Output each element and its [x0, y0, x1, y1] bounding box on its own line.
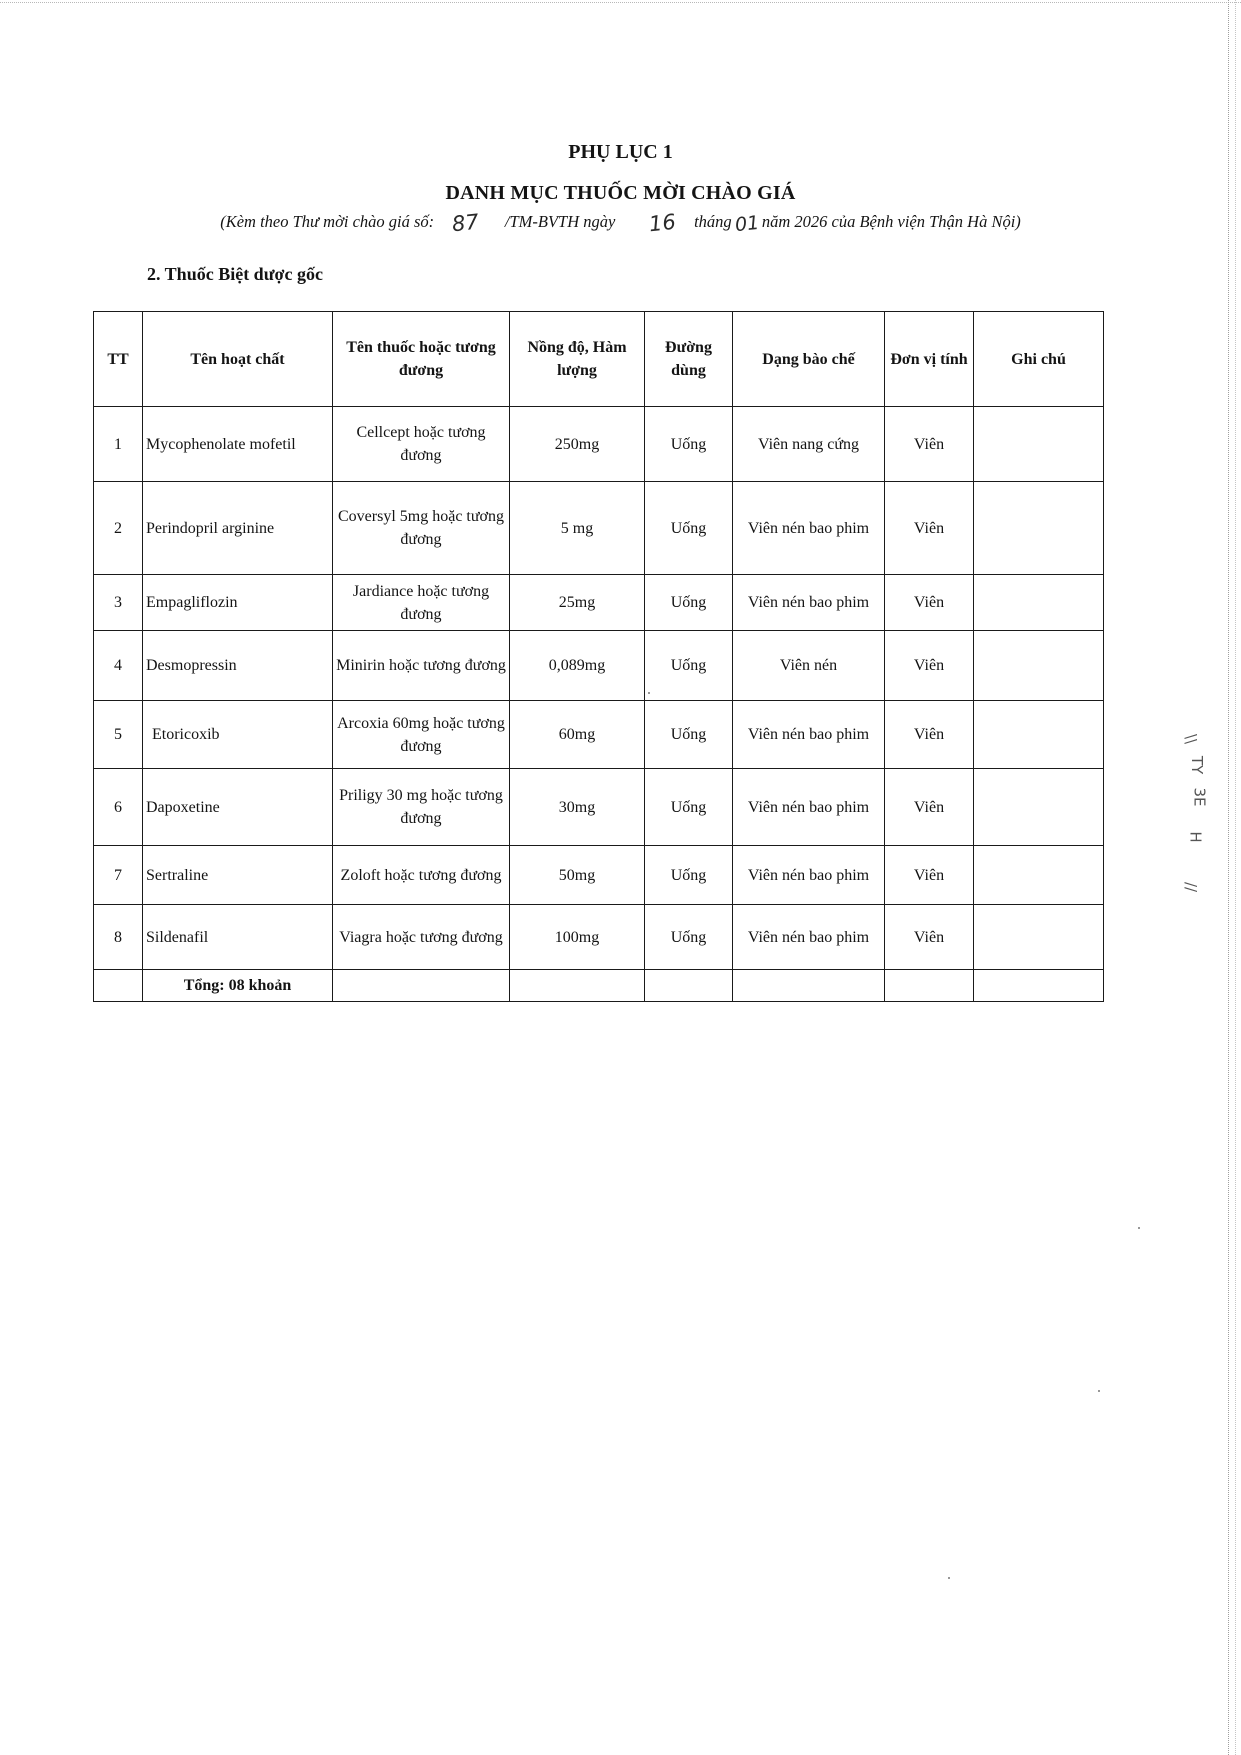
cell-dosage-form: Viên nén bao phim	[733, 846, 885, 905]
cell-total-empty	[510, 970, 645, 1002]
cell-dosage-form: Viên nén	[733, 631, 885, 701]
table-row	[94, 905, 1104, 970]
cell-route: Uống	[645, 631, 733, 701]
table-row	[94, 631, 1104, 701]
cell-note	[974, 631, 1104, 701]
cell-total-empty	[885, 970, 974, 1002]
cell-route: Uống	[645, 701, 733, 769]
cell-total-tt	[94, 970, 143, 1002]
cell-tt: 7	[94, 846, 143, 905]
table-row	[94, 769, 1104, 846]
cell-route: Uống	[645, 407, 733, 482]
margin-mark: //	[1182, 881, 1201, 893]
subtitle-month-label: tháng	[694, 212, 732, 231]
margin-mark: 3E	[1190, 787, 1209, 807]
cell-route: Uống	[645, 482, 733, 575]
column-header-tt: TT	[94, 312, 143, 407]
handwritten-letter-number: 87	[450, 209, 481, 237]
margin-stamp-marks	[1184, 730, 1210, 930]
cell-tt: 4	[94, 631, 143, 701]
cell-drug-name: Cellcept hoặc tương đương	[333, 407, 510, 482]
cell-drug-name: Viagra hoặc tương đương	[333, 905, 510, 970]
cell-unit: Viên	[885, 482, 974, 575]
cell-unit: Viên	[885, 575, 974, 631]
cell-total-empty	[645, 970, 733, 1002]
cell-route: Uống	[645, 905, 733, 970]
cell-drug-name: Arcoxia 60mg hoặc tương đương	[333, 701, 510, 769]
cell-active-ingredient: Mycophenolate mofetil	[143, 407, 333, 482]
scan-edge-top	[0, 2, 1241, 3]
cell-dosage-form: Viên nén bao phim	[733, 769, 885, 846]
column-header-note: Ghi chú	[974, 312, 1104, 407]
cell-strength: 30mg	[510, 769, 645, 846]
cell-dosage-form: Viên nén bao phim	[733, 701, 885, 769]
cell-strength: 60mg	[510, 701, 645, 769]
cell-strength: 100mg	[510, 905, 645, 970]
cell-unit: Viên	[885, 846, 974, 905]
table-total-row	[94, 970, 1104, 1002]
cell-drug-name: Jardiance hoặc tương đương	[333, 575, 510, 631]
cell-strength: 5 mg	[510, 482, 645, 575]
cell-total-empty	[974, 970, 1104, 1002]
cell-tt: 6	[94, 769, 143, 846]
cell-active-ingredient: Sertraline	[143, 846, 333, 905]
cell-unit: Viên	[885, 407, 974, 482]
cell-total-empty	[333, 970, 510, 1002]
cell-unit: Viên	[885, 769, 974, 846]
cell-strength: 50mg	[510, 846, 645, 905]
scan-speck	[1138, 1227, 1140, 1229]
cell-dosage-form: Viên nén bao phim	[733, 575, 885, 631]
drug-list-table	[93, 311, 1104, 1002]
column-header-active-ingredient: Tên hoạt chất	[143, 312, 333, 407]
margin-mark: H	[1186, 831, 1205, 843]
cell-active-ingredient: Dapoxetine	[143, 769, 333, 846]
cell-active-ingredient: Sildenafil	[143, 905, 333, 970]
subtitle-middle: /TM-BVTH ngày	[504, 212, 616, 231]
cell-drug-name: Coversyl 5mg hoặc tương đương	[333, 482, 510, 575]
column-header-unit: Đơn vị tính	[885, 312, 974, 407]
document-subtitle	[0, 208, 1241, 237]
column-header-route: Đường dùng	[645, 312, 733, 407]
table-row	[94, 407, 1104, 482]
column-header-drug-name: Tên thuốc hoặc tương đương	[333, 312, 510, 407]
table-row	[94, 846, 1104, 905]
appendix-title: PHỤ LỤC 1	[568, 141, 673, 163]
cell-active-ingredient: Desmopressin	[143, 631, 333, 701]
cell-total-empty	[733, 970, 885, 1002]
scan-edge-right-outer	[1235, 0, 1236, 1755]
cell-note	[974, 769, 1104, 846]
cell-strength: 0,089mg	[510, 631, 645, 701]
subtitle-prefix: (Kèm theo Thư mời chào giá số:	[220, 212, 435, 231]
cell-active-ingredient: Empagliflozin	[143, 575, 333, 631]
cell-dosage-form: Viên nén bao phim	[733, 905, 885, 970]
cell-route: Uống	[645, 846, 733, 905]
cell-note	[974, 701, 1104, 769]
cell-drug-name: Priligy 30 mg hoặc tương đương	[333, 769, 510, 846]
cell-note	[974, 846, 1104, 905]
scan-speck	[648, 692, 650, 694]
cell-strength: 25mg	[510, 575, 645, 631]
cell-unit: Viên	[885, 631, 974, 701]
cell-tt: 5	[94, 701, 143, 769]
cell-tt: 8	[94, 905, 143, 970]
section-title: 2. Thuốc Biệt dược gốc	[147, 264, 323, 284]
cell-tt: 3	[94, 575, 143, 631]
table-row	[94, 575, 1104, 631]
cell-unit: Viên	[885, 701, 974, 769]
subtitle-suffix: năm 2026 của Bệnh viện Thận Hà Nội)	[761, 212, 1021, 231]
cell-drug-name: Zoloft hoặc tương đương	[333, 846, 510, 905]
cell-note	[974, 575, 1104, 631]
cell-tt: 1	[94, 407, 143, 482]
column-header-dosage-form: Dạng bào chế	[733, 312, 885, 407]
scan-speck	[1098, 1390, 1100, 1392]
cell-unit: Viên	[885, 905, 974, 970]
handwritten-day: 16	[648, 209, 678, 237]
margin-mark: \\	[1182, 733, 1201, 745]
cell-note	[974, 905, 1104, 970]
table-row	[94, 701, 1104, 769]
cell-active-ingredient: Perindopril arginine	[143, 482, 333, 575]
column-header-strength: Nồng độ, Hàm lượng	[510, 312, 645, 407]
scan-edge-right	[1228, 0, 1229, 1755]
handwritten-month: 01	[733, 211, 760, 237]
cell-route: Uống	[645, 575, 733, 631]
cell-note	[974, 482, 1104, 575]
cell-dosage-form: Viên nang cứng	[733, 407, 885, 482]
cell-active-ingredient: Etoricoxib	[143, 701, 333, 769]
cell-total-label: Tổng: 08 khoản	[143, 970, 333, 1002]
document-title: DANH MỤC THUỐC MỜI CHÀO GIÁ	[445, 182, 796, 204]
cell-dosage-form: Viên nén bao phim	[733, 482, 885, 575]
cell-route: Uống	[645, 769, 733, 846]
table-row	[94, 482, 1104, 575]
margin-mark: TY	[1188, 755, 1207, 775]
cell-strength: 250mg	[510, 407, 645, 482]
scan-speck	[948, 1577, 950, 1579]
cell-drug-name: Minirin hoặc tương đương	[333, 631, 510, 701]
cell-note	[974, 407, 1104, 482]
cell-tt: 2	[94, 482, 143, 575]
table-header-row	[94, 312, 1104, 407]
